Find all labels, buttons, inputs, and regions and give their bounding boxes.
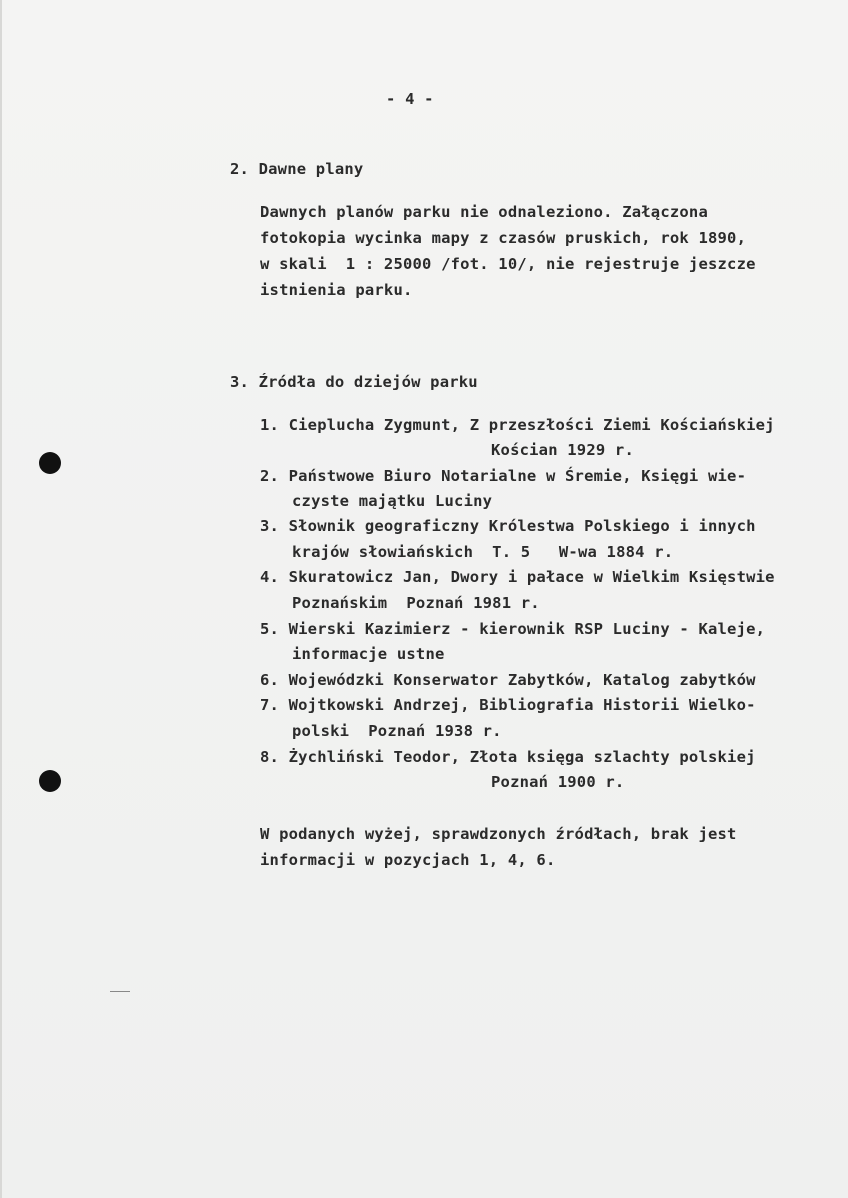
page-number: - 4 - xyxy=(386,90,434,108)
source-line: krajów słowiańskich T. 5 W-wa 1884 r. xyxy=(292,543,674,561)
source-line: Poznańskim Poznań 1981 r. xyxy=(292,594,540,612)
source-line: czyste majątku Luciny xyxy=(292,492,493,510)
source-line: Poznań 1900 r. xyxy=(491,773,625,791)
stray-mark xyxy=(110,991,130,992)
section-2-line: w skali 1 : 25000 /fot. 10/, nie rejestruje jeszcze xyxy=(260,255,756,273)
source-line: 5. Wierski Kazimierz - kierownik RSP Luciny - Kaleje, xyxy=(260,620,766,638)
punch-hole xyxy=(39,770,61,792)
source-line: 7. Wojtkowski Andrzej, Bibliografia Historii Wielko- xyxy=(260,696,756,714)
section-2-line: istnienia parku. xyxy=(260,281,413,299)
source-line: 3. Słownik geograficzny Królestwa Polskiego i innych xyxy=(260,517,756,535)
closing-line: W podanych wyżej, sprawdzonych źródłach, brak jest xyxy=(260,825,737,843)
source-line: 2. Państwowe Biuro Notarialne w Śremie, Księgi wie- xyxy=(260,467,747,485)
source-line: 4. Skuratowicz Jan, Dwory i pałace w Wielkim Księstwie xyxy=(260,568,775,586)
punch-hole xyxy=(39,452,61,474)
source-line: Kościan 1929 r. xyxy=(491,441,634,459)
source-line: polski Poznań 1938 r. xyxy=(292,722,502,740)
source-line: 8. Żychliński Teodor, Złota księga szlachty polskiej xyxy=(260,748,756,766)
section-3-heading: 3. Źródła do dziejów parku xyxy=(230,373,478,391)
section-2-heading: 2. Dawne plany xyxy=(230,160,364,178)
section-2-line: fotokopia wycinka mapy z czasów pruskich, rok 1890, xyxy=(260,229,747,247)
source-line: 6. Wojewódzki Konserwator Zabytków, Katalog zabytków xyxy=(260,671,756,689)
source-line: 1. Cieplucha Zygmunt, Z przeszłości Ziemi Kościańskiej xyxy=(260,416,775,434)
source-line: informacje ustne xyxy=(292,645,445,663)
section-2-line: Dawnych planów parku nie odnaleziono. Załączona xyxy=(260,203,708,221)
closing-line: informacji w pozycjach 1, 4, 6. xyxy=(260,851,556,869)
